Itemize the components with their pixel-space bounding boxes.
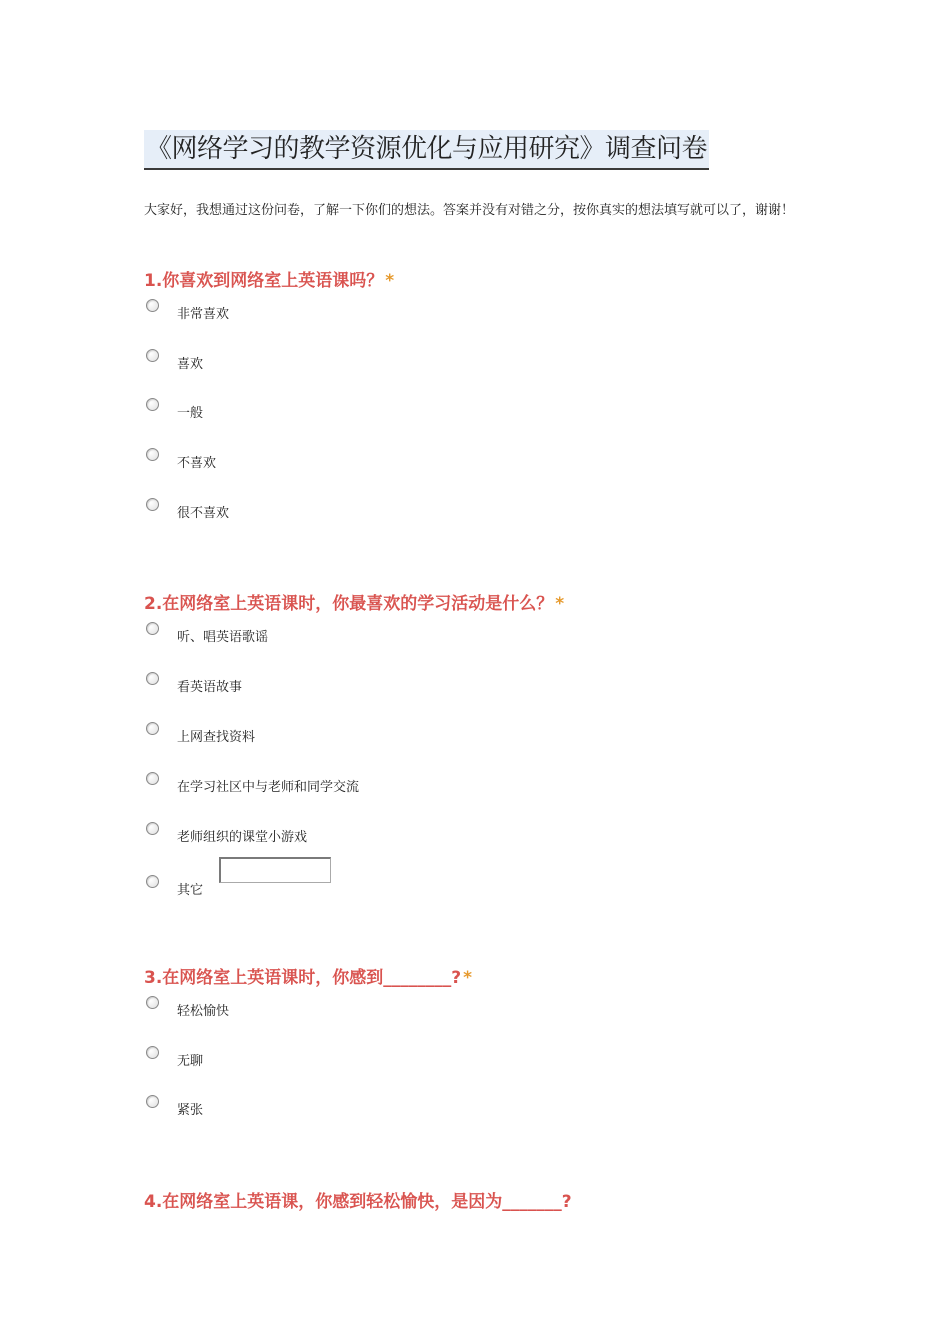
- question-1-title: [144, 269, 394, 293]
- question-2-text: 2.在网络室上英语课时，你最喜欢的学习活动是什么？: [144, 594, 554, 614]
- q2-option-1[interactable]: [144, 622, 744, 648]
- radio-button[interactable]: [146, 875, 159, 888]
- page-title: 《网络学习的教学资源优化与应用研究》调查问卷: [144, 130, 709, 170]
- option-label: 老师组织的课堂小游戏: [177, 830, 308, 845]
- q2-option-4[interactable]: [144, 772, 744, 798]
- q1-option-3[interactable]: [144, 398, 744, 424]
- radio-button[interactable]: [146, 1095, 159, 1108]
- q2-option-3[interactable]: [144, 722, 744, 748]
- option-label: 上网查找资料: [177, 730, 256, 745]
- required-mark: *: [555, 594, 565, 614]
- q1-option-5[interactable]: [144, 498, 744, 524]
- question-4-title: [144, 1190, 572, 1214]
- option-label: 看英语故事: [177, 680, 243, 695]
- other-text-input[interactable]: [219, 857, 331, 883]
- radio-button[interactable]: [146, 722, 159, 735]
- radio-button[interactable]: [146, 822, 159, 835]
- option-label: 在学习社区中与老师和同学交流: [177, 780, 360, 795]
- option-label: 喜欢: [177, 357, 204, 372]
- option-label: 听、唱英语歌谣: [177, 630, 269, 645]
- q2-option-5[interactable]: [144, 822, 744, 848]
- radio-button[interactable]: [146, 772, 159, 785]
- q1-option-4[interactable]: [144, 448, 744, 474]
- question-4-text: 4.在网络室上英语课，你感到轻松愉快，是因为_______?: [144, 1192, 572, 1212]
- radio-button[interactable]: [146, 448, 159, 461]
- option-label: 很不喜欢: [177, 506, 230, 521]
- question-3-text: 3.在网络室上英语课时，你感到________?: [144, 968, 462, 988]
- radio-button[interactable]: [146, 349, 159, 362]
- option-label: 紧张: [177, 1103, 204, 1118]
- option-label: 不喜欢: [177, 456, 217, 471]
- q1-option-1[interactable]: [144, 299, 744, 325]
- q2-option-other[interactable]: [144, 875, 744, 901]
- radio-button[interactable]: [146, 672, 159, 685]
- option-label: 轻松愉快: [177, 1004, 230, 1019]
- radio-button[interactable]: [146, 398, 159, 411]
- option-label: 非常喜欢: [177, 307, 230, 322]
- required-mark: *: [463, 968, 473, 988]
- option-label: 一般: [177, 406, 204, 421]
- intro-text: 大家好，我想通过这份问卷，了解一下你们的想法。答案并没有对错之分，按你真实的想法填写就可以了，谢谢！: [144, 203, 795, 218]
- radio-button[interactable]: [146, 1046, 159, 1059]
- radio-button[interactable]: [146, 622, 159, 635]
- question-3-title: [144, 966, 472, 990]
- question-2-title: [144, 592, 564, 616]
- q3-option-2[interactable]: [144, 1046, 744, 1072]
- radio-button[interactable]: [146, 498, 159, 511]
- radio-button[interactable]: [146, 996, 159, 1009]
- option-label: 无聊: [177, 1054, 204, 1069]
- option-label: 其它: [177, 883, 204, 898]
- question-1-text: 1.你喜欢到网络室上英语课吗？: [144, 271, 384, 291]
- required-mark: *: [385, 271, 395, 291]
- radio-button[interactable]: [146, 299, 159, 312]
- q3-option-1[interactable]: [144, 996, 744, 1022]
- q2-option-2[interactable]: [144, 672, 744, 698]
- q1-option-2[interactable]: [144, 349, 744, 375]
- q3-option-3[interactable]: [144, 1095, 744, 1121]
